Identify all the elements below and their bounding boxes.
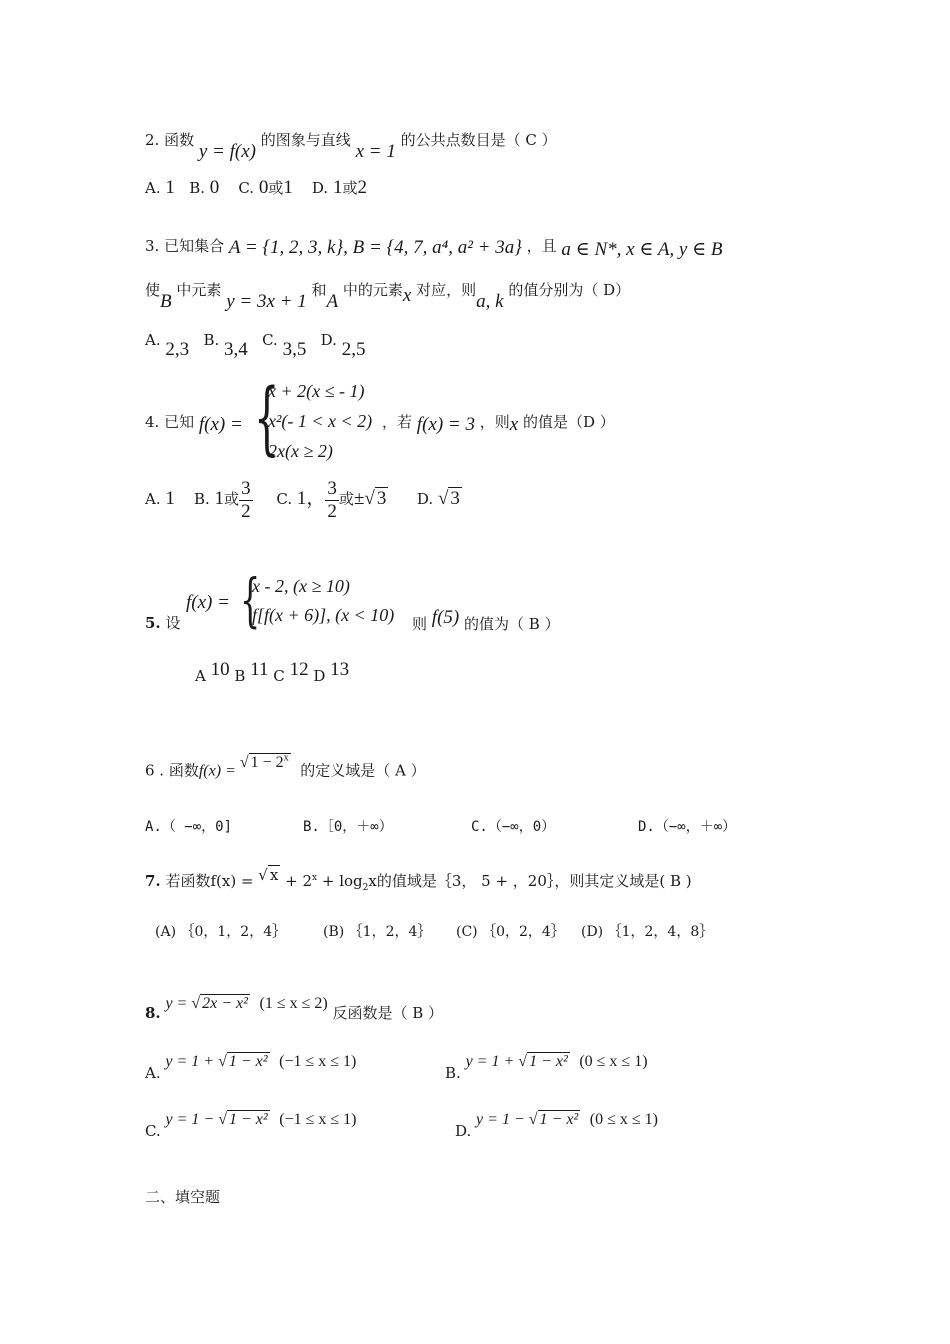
q5-case-1: x - 2, (x ≥ 10) [252, 576, 350, 596]
q6-opt-a: A.（ −∞，0] [145, 819, 233, 835]
q3-opt-c-val: 3,5 [282, 339, 307, 360]
q4-opt-b-frac-num: 3 [241, 477, 251, 499]
q4-opt-b-frac-den: 2 [241, 500, 251, 522]
q4-var: x [509, 414, 519, 435]
q4-opt-b-val: 1 [214, 488, 225, 509]
q4-case-2: x²(- 1 < x < 2) [268, 411, 373, 431]
q3-line2 [145, 280, 631, 312]
q3-opt-d-val: 2,5 [341, 339, 366, 360]
q7-opt-b: (B) ｛1，2，4｝ [323, 924, 432, 940]
q2-options [145, 178, 367, 197]
q4-opt-b-label: B. [193, 490, 210, 508]
q7-plus-log: + log [321, 872, 363, 890]
q3-l2-ak: a, k [476, 291, 504, 312]
q3-opt-b-label: B. [203, 331, 220, 349]
q8-opt-c-pre: y = 1 − [165, 1111, 219, 1128]
q8-number: 8. [145, 1004, 161, 1022]
q4-opt-b-or: 或 [224, 490, 240, 508]
q8-radicand: 2x − x² [202, 995, 248, 1012]
q6-suffix: 的定义域是（ A ） [300, 761, 426, 780]
q8-eq: y = [165, 995, 192, 1012]
q5-opt-a-val: 10 [210, 659, 230, 680]
q8-suffix: 反函数是（ B ） [332, 1004, 444, 1022]
q6-opt-c: C.（−∞，0） [471, 819, 556, 835]
q4-opt-c-frac-num: 3 [327, 477, 337, 499]
q3-stem [145, 236, 723, 260]
q7-opt-d: (D) ｛1，2，4，8｝ [581, 924, 714, 940]
q5-options [195, 659, 350, 685]
q2-opt-d-or: 或 [342, 179, 358, 197]
q4-opt-c-val: 1， [296, 488, 326, 509]
q6-fx: f(x) = [198, 762, 240, 780]
q8-range: (1 ≤ x ≤ 2) [259, 995, 328, 1012]
q5-set: 设 [165, 614, 181, 632]
q4-suffix: 的值是（D ） [523, 413, 615, 431]
q7-opt-a: (A) ｛0，1，2，4｝ [155, 924, 287, 940]
q3-l2-x: x [402, 285, 412, 306]
q4-brace: { [254, 371, 280, 464]
q8-opt-b-radicand: 1 − x² [529, 1053, 568, 1070]
q4-opt-c-sqrt3: 3 [376, 488, 387, 509]
q3-l2-equation: y = 3x + 1 [226, 291, 307, 312]
q4-fx: f(x) = [198, 414, 243, 435]
q3-condition: a ∈ N*, x ∈ A, y ∈ B [561, 239, 723, 260]
q4-prefix: 4. 已知 [145, 413, 195, 431]
q5-number: 5. [145, 614, 161, 632]
q8-option-d: D. y = 1 − √ 1 − x² (0 ≤ x ≤ 1) [455, 1111, 658, 1140]
q5-stem [145, 616, 180, 631]
q3-opt-b-val: 3,4 [224, 339, 248, 360]
q3-l2-set-b: B [160, 291, 172, 312]
q3-l2-f: 的值分别为（ D） [508, 281, 631, 299]
q8-opt-b-pre: y = 1 + [465, 1053, 519, 1070]
q5-stem-suffix [412, 607, 560, 633]
q5-case-2: f[f(x + 6)], (x < 10) [252, 605, 395, 625]
q2-opt-c-val1: 0 [258, 177, 269, 198]
q8-opt-c-radicand: 1 − x² [228, 1111, 268, 1128]
q6-prefix: 6 . 函数 [145, 761, 199, 780]
q2-opt-c-val2: 1 [283, 177, 293, 198]
q7-stem-text: 若函数f(x) = [165, 872, 254, 890]
q5-fx: f(x) = [186, 592, 230, 613]
q6-opt-b: B.［0，＋∞） [303, 819, 393, 835]
q4-mid: ，若 [382, 413, 413, 431]
q3-l2-b: 中元素 [176, 281, 222, 299]
q5-opt-a-label: A [195, 667, 206, 685]
q8-opt-d-label: D. [455, 1122, 472, 1140]
q4-options: A. 1 B. 1或 $\frac{3}{2}$ C. 1， $\frac{3}{2}$ 或±√ 3 D. √ 3 [145, 477, 460, 522]
q7-plus-2: + 2 [285, 872, 312, 890]
q2-opt-b-val: 0 [209, 177, 220, 198]
q5-opt-c-val: 12 [289, 659, 309, 680]
q2-opt-c-or: 或 [268, 179, 284, 197]
q8-opt-c-label: C. [145, 1122, 161, 1140]
q7-radicand: x [269, 866, 279, 884]
q3-l2-d: 中的元素 [342, 281, 403, 299]
q2-opt-d-label: D. [311, 179, 333, 197]
q5-opt-b-val: 11 [250, 659, 269, 680]
q8-option-c: C. y = 1 − √ 1 − x² (−1 ≤ x ≤ 1) [145, 1111, 357, 1140]
q4-case-3: 2x(x ≥ 2) [268, 441, 333, 461]
q8-opt-c-range: (−1 ≤ x ≤ 1) [279, 1111, 357, 1128]
q3-opt-a-val: 2,3 [165, 339, 190, 360]
q5-opt-d-label: D [313, 667, 326, 685]
q8-stem: 8. y = √ 2x − x² (1 ≤ x ≤ 2) 反函数是（ B ） [145, 995, 444, 1022]
q4-opt-c-label: C. [276, 490, 293, 508]
q4-condition: f(x) = 3 [416, 414, 475, 435]
q8-opt-b-range: (0 ≤ x ≤ 1) [579, 1053, 648, 1070]
q6-exponent: x [283, 753, 289, 764]
q4-opt-c-fraction [325, 478, 339, 523]
q2-opt-d-val2: 2 [357, 177, 367, 198]
q3-l2-c: 和 [311, 281, 327, 299]
q5-then: 则 [412, 615, 428, 633]
q3-prefix: 3. 已知集合 [145, 237, 225, 255]
q5-f5: f(5) [431, 607, 460, 628]
q2-opt-c-label: C. [238, 179, 259, 197]
q3-l2-set-a: A [326, 291, 339, 312]
q3-and: ，且 [526, 237, 557, 255]
q3-l2-e: 对应，则 [416, 281, 477, 299]
q3-opt-a-label: A. [145, 331, 161, 349]
q2-equation-x1: x = 1 [355, 141, 396, 162]
q2-equation-y-fx: y = f(x) [198, 141, 256, 162]
q4-opt-a-val: 1 [165, 488, 175, 509]
q4-opt-a-label: A. [145, 490, 161, 508]
q7-opt-c: (C) ｛0，2，4｝ [456, 924, 565, 940]
q5-opt-d-val: 13 [330, 659, 350, 680]
q8-opt-a-pre: y = 1 + [165, 1053, 219, 1070]
q7-exponent: x [312, 873, 318, 883]
q5-brace: { [240, 566, 261, 634]
q8-opt-a-radicand: 1 − x² [228, 1053, 268, 1070]
q3-set-b: , B = {4, 7, a⁴, a² + 3a} [343, 237, 522, 258]
q2-mid: 的图象与直线 [260, 131, 351, 149]
q2-opt-b-label: B. [189, 179, 210, 197]
q8-option-b: B. y = 1 + √ 1 − x² (0 ≤ x ≤ 1) [445, 1053, 648, 1082]
q2-opt-a-label: A. [145, 179, 166, 197]
q4-stem-prefix [145, 412, 243, 435]
q5-opt-b-label: B [234, 667, 246, 685]
q5-opt-c-label: C [273, 667, 285, 685]
q7-stem: 7. 若函数f(x) = √ $x + 2^x + \log_2x$的值域是｛3， 5 + ，20｝，则其定义域是( B ) [145, 866, 692, 893]
q8-opt-b-label: B. [445, 1064, 461, 1082]
q3-opt-d-label: D. [320, 331, 337, 349]
q3-l2-a: 使 [145, 281, 161, 299]
q5-suffix: 的值为（ B ） [464, 615, 560, 633]
q4-opt-c-frac-den: 2 [327, 500, 337, 522]
q4-opt-b-fraction [239, 478, 253, 523]
q7-number: 7. [145, 872, 161, 890]
q4-opt-c-or: 或 [338, 490, 354, 508]
q4-case-1: x + 2(x ≤ - 1) [268, 381, 365, 401]
q8-opt-d-range: (0 ≤ x ≤ 1) [589, 1111, 658, 1128]
q8-opt-a-range: (−1 ≤ x ≤ 1) [279, 1053, 357, 1070]
q4-opt-d-sqrt3: 3 [450, 488, 460, 509]
q3-options [145, 330, 366, 360]
q6-stem: 6 . 函数f(x) = √ $1 - 2^x$ 的定义域是（ A ） [145, 753, 426, 780]
q6-radicand: 1 − 2 [250, 754, 284, 772]
q8-opt-a-label: A. [145, 1064, 161, 1082]
q2-prefix: 2. 函数 [145, 131, 195, 149]
q2-suffix: 的公共点数目是（ C ） [400, 131, 557, 149]
q2-opt-d-val1: 1 [332, 177, 343, 198]
q4-then: ，则 [479, 413, 510, 431]
q2-opt-a-val: 1 [165, 177, 175, 198]
q4-opt-d-label: D. [416, 490, 434, 508]
q8-opt-d-radicand: 1 − x² [539, 1111, 579, 1128]
q8-option-a: A. y = 1 + √ 1 − x² (−1 ≤ x ≤ 1) [145, 1053, 357, 1082]
q4-stem-suffix [382, 412, 615, 435]
q2-stem [145, 130, 557, 162]
q4-opt-c-pm: ± [353, 488, 365, 509]
section-2-title: 二、填空题 [145, 1188, 221, 1206]
q3-set-a: A = {1, 2, 3, k} [228, 237, 344, 258]
q3-opt-c-label: C. [262, 331, 278, 349]
q7-rest: x的值域是｛3， 5 + ，20｝，则其定义域是( B ) [368, 872, 692, 890]
q6-opt-d: D.（−∞，＋∞） [638, 819, 737, 835]
q8-opt-d-pre: y = 1 − [476, 1111, 529, 1128]
q7-log-base: 2 [362, 883, 369, 893]
